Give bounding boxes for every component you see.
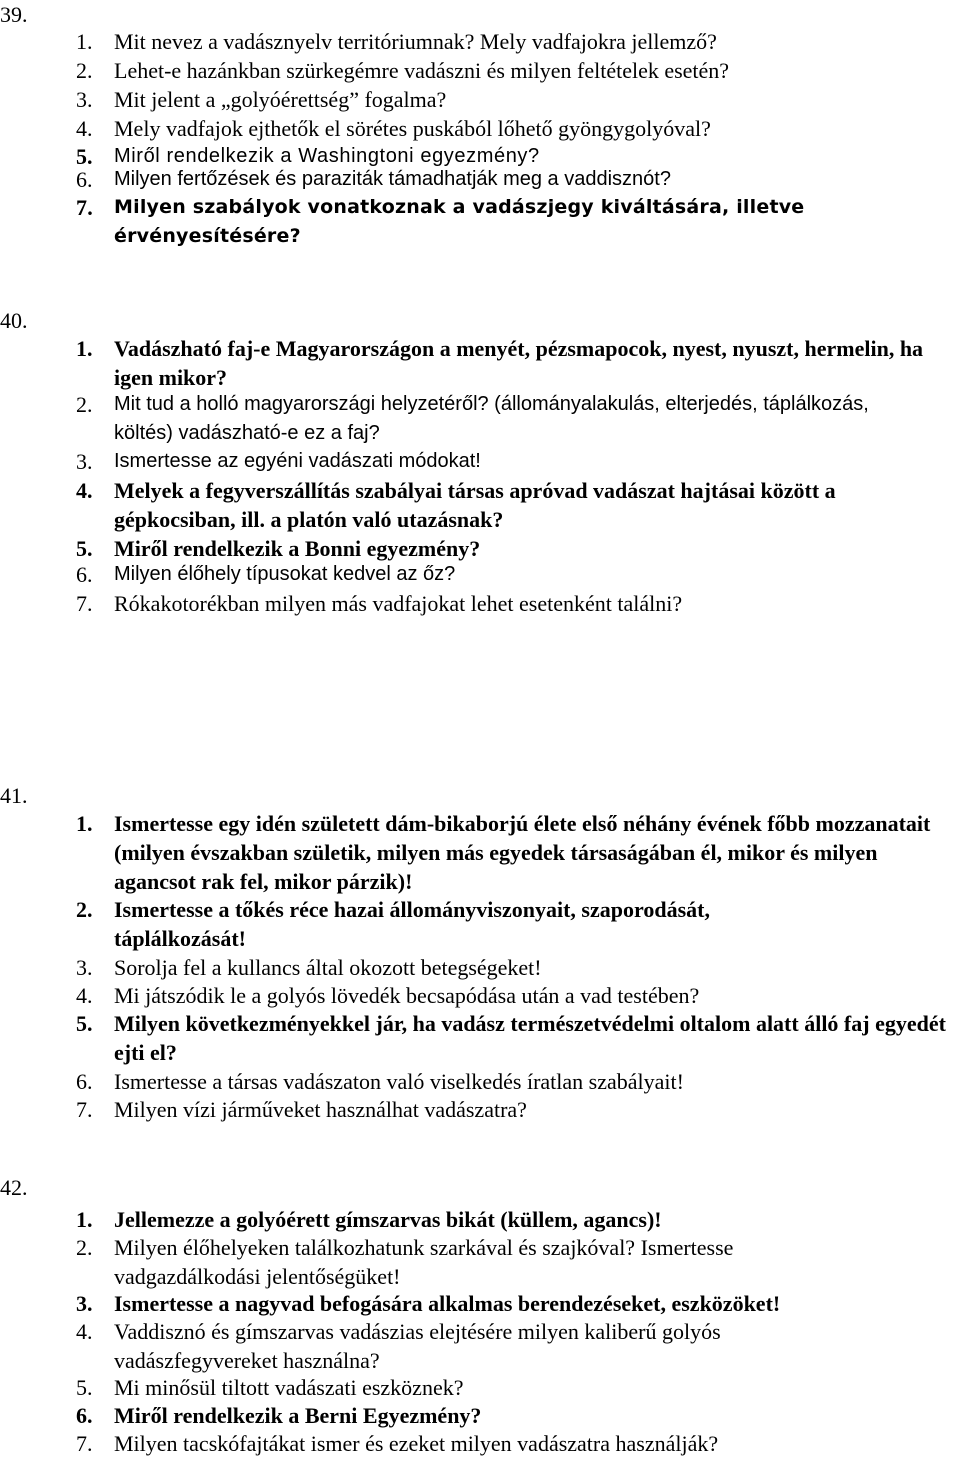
question-number: 2. xyxy=(76,392,93,417)
question-item xyxy=(76,1317,956,1375)
question-item xyxy=(76,193,876,251)
question-text: Mit jelent a „golyóérettség” fogalma? xyxy=(114,87,447,112)
question-item xyxy=(76,85,956,114)
question-number: 7. xyxy=(76,1431,93,1456)
question-number: 6. xyxy=(76,1403,93,1428)
question-text: Mit tud a holló magyarországi helyzetéről? (állományalakulás, elterjedés, táplálkozás, költés) vadászható-e ez a faj? xyxy=(114,393,869,444)
question-number: 3. xyxy=(76,87,93,112)
question-number: 2. xyxy=(76,58,93,83)
question-text: Jellemezze a golyóérett gímszarvas bikát (küllem, agancs)! xyxy=(114,1207,662,1232)
question-item xyxy=(76,1233,956,1291)
question-text: Mit nevez a vadásznyelv territóriumnak? Mely vadfajokra jellemző? xyxy=(114,29,717,54)
question-text: Vadászható faj-e Magyarországon a menyét, pézsmapocok, nyest, nyuszt, hermelin, ha igen mikor? xyxy=(114,336,924,390)
question-number: 4. xyxy=(76,983,93,1008)
question-number: 1. xyxy=(76,29,93,54)
question-item xyxy=(76,334,956,392)
question-text: Miről rendelkezik a Washingtoni egyezmény? xyxy=(114,145,540,167)
question-number: 5. xyxy=(76,536,93,561)
question-text: Ismertesse a társas vadászaton való viselkedés íratlan szabályait! xyxy=(114,1069,684,1094)
question-number: 2. xyxy=(76,1235,93,1260)
question-number: 3. xyxy=(76,449,93,474)
question-item xyxy=(76,589,956,618)
question-item xyxy=(76,1095,956,1124)
question-text: Milyen tacskófajtákat ismer és ezeket milyen vadászatra használják? xyxy=(114,1431,719,1456)
question-number: 6. xyxy=(76,167,93,192)
question-number: 3. xyxy=(76,955,93,980)
question-number: 4. xyxy=(76,116,93,141)
question-text: Milyen következményekkel jár, ha vadász természetvédelmi oltalom alatt álló faj egyedét ejti el? xyxy=(114,1011,946,1065)
question-text: Miről rendelkezik a Berni Egyezmény? xyxy=(114,1403,482,1428)
question-text: Milyen élőhely típusokat kedvel az őz? xyxy=(114,563,456,585)
question-item xyxy=(76,390,956,448)
question-number: 5. xyxy=(76,144,93,169)
question-item xyxy=(76,1429,956,1458)
section-number: 42. xyxy=(0,1175,28,1200)
question-item xyxy=(76,809,956,896)
question-text: Mi minősül tiltott vadászati eszköznek? xyxy=(114,1375,464,1400)
question-text: Milyen szabályok vonatkoznak a vadászjegy kiváltására, illetve érvényesítésére? xyxy=(114,196,805,247)
question-number: 1. xyxy=(76,811,93,836)
question-text: Ismertesse a tőkés réce hazai állományviszonyait, szaporodását, táplálkozását! xyxy=(114,897,710,951)
question-item xyxy=(76,534,956,563)
question-item xyxy=(76,1401,956,1430)
question-text: Milyen élőhelyeken találkozhatunk szarkával és szajkóval? Ismertesse vadgazdálkodási jelentőségüket! xyxy=(114,1235,734,1289)
question-text: Ismertesse az egyéni vadászati módokat! xyxy=(114,450,481,472)
question-item xyxy=(76,56,956,85)
question-item xyxy=(76,476,956,534)
question-item xyxy=(76,1009,956,1067)
question-text: Milyen fertőzések és paraziták támadhatják meg a vaddisznót? xyxy=(114,168,671,190)
question-text: Ismertesse a nagyvad befogására alkalmas berendezéseket, eszközöket! xyxy=(114,1291,781,1316)
question-number: 4. xyxy=(76,1319,93,1344)
question-number: 4. xyxy=(76,478,93,503)
question-text: Vaddisznó és gímszarvas vadászias elejtésére milyen kaliberű golyós vadászfegyvereket használna? xyxy=(114,1319,721,1373)
question-number: 7. xyxy=(76,195,93,220)
question-text: Ismertesse egy idén született dám-bikaborjú élete első néhány évének főbb mozzanatait (milyen évszakban születik, milyen más egyedek társaságában él, mikor és milyen agancsot rak fel, mikor párzik)! xyxy=(114,811,931,894)
section-number: 41. xyxy=(0,783,28,808)
question-item xyxy=(76,1289,956,1318)
question-text: Milyen vízi járműveket használhat vadászatra? xyxy=(114,1097,527,1122)
section-number: 39. xyxy=(0,2,28,27)
question-text: Miről rendelkezik a Bonni egyezmény? xyxy=(114,536,481,561)
question-item xyxy=(76,895,956,953)
question-number: 7. xyxy=(76,1097,93,1122)
question-text: Lehet-e hazánkban szürkegémre vadászni és milyen feltételek esetén? xyxy=(114,58,730,83)
question-item xyxy=(76,447,956,476)
question-item xyxy=(76,27,956,56)
question-text: Melyek a fegyverszállítás szabályai társas apróvad vadászat hajtásai között a gépkocsiban, ill. a platón való utazásnak? xyxy=(114,478,836,532)
question-text: Mi játszódik le a golyós lövedék becsapódása után a vad testében? xyxy=(114,983,700,1008)
question-number: 1. xyxy=(76,1207,93,1232)
section-number: 40. xyxy=(0,308,28,333)
question-number: 6. xyxy=(76,1069,93,1094)
question-item xyxy=(76,981,956,1010)
question-text: Mely vadfajok ejthetők el sörétes puskából lőhető gyöngygolyóval? xyxy=(114,116,711,141)
question-item xyxy=(76,165,956,194)
question-item xyxy=(76,114,956,143)
question-text: Sorolja fel a kullancs által okozott betegségeket! xyxy=(114,955,542,980)
question-text: Rókakotorékban milyen más vadfajokat lehet esetenként találni? xyxy=(114,591,683,616)
question-item xyxy=(76,1067,956,1096)
question-number: 1. xyxy=(76,336,93,361)
question-item xyxy=(76,560,956,589)
question-item xyxy=(76,1205,956,1234)
question-item xyxy=(76,953,956,982)
question-number: 3. xyxy=(76,1291,93,1316)
question-number: 2. xyxy=(76,897,93,922)
question-number: 5. xyxy=(76,1375,93,1400)
question-number: 6. xyxy=(76,562,93,587)
question-item xyxy=(76,1373,956,1402)
question-number: 5. xyxy=(76,1011,93,1036)
question-number: 7. xyxy=(76,591,93,616)
